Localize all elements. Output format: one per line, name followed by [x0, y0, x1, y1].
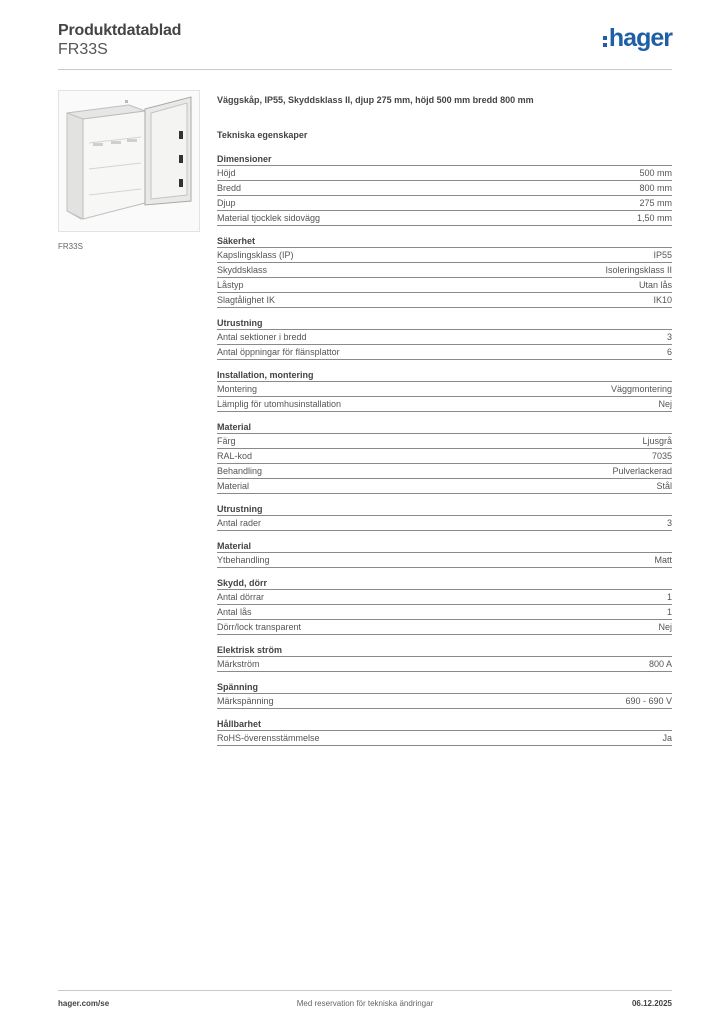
spec-value: Isoleringsklass II: [605, 265, 672, 275]
spec-label: Lämplig för utomhusinstallation: [217, 399, 342, 409]
spec-row: [217, 166, 672, 181]
spec-row: [217, 553, 672, 568]
spec-label: Dörr/lock transparent: [217, 622, 302, 632]
spec-row: [217, 464, 672, 479]
spec-label: Ytbehandling: [217, 555, 270, 565]
footer-date: 06.12.2025: [631, 999, 672, 1008]
spec-group-title: Hållbarhet: [217, 717, 672, 731]
spec-label: RoHS-överensstämmelse: [217, 733, 320, 743]
spec-group: [217, 539, 672, 568]
spec-group-title: Material: [217, 420, 672, 434]
spec-group-title: Installation, montering: [217, 368, 672, 382]
spec-row: [217, 345, 672, 360]
spec-row: [217, 449, 672, 464]
spec-label: Låstyp: [217, 280, 244, 290]
document-title: Produktdatablad: [58, 22, 182, 39]
spec-value: 7035: [651, 451, 672, 461]
spec-value: Ja: [662, 733, 672, 743]
spec-label: Skyddsklass: [217, 265, 268, 275]
product-description: Väggskåp, IP55, Skyddsklass II, djup 275 mm, höjd 500 mm bredd 800 mm: [217, 95, 534, 105]
spec-group-title: Spänning: [217, 680, 672, 694]
spec-row: [217, 731, 672, 746]
footer-disclaimer: Med reservation för tekniska ändringar: [296, 999, 434, 1008]
spec-value: 275 mm: [639, 198, 672, 208]
spec-value: 800 mm: [639, 183, 672, 193]
spec-label: Antal dörrar: [217, 592, 265, 602]
spec-row: [217, 397, 672, 412]
spec-group-title: Skydd, dörr: [217, 576, 672, 590]
spec-value: 800 A: [648, 659, 672, 669]
spec-label: Material tjocklek sidovägg: [217, 213, 321, 223]
spec-row: [217, 330, 672, 345]
spec-group: [217, 717, 672, 746]
spec-label: Höjd: [217, 168, 236, 178]
section-heading: Tekniska egenskaper: [217, 130, 308, 140]
spec-value: Nej: [658, 622, 672, 632]
spec-row: [217, 181, 672, 196]
spec-group: [217, 502, 672, 531]
spec-group-title: Utrustning: [217, 316, 672, 330]
spec-label: Bredd: [217, 183, 242, 193]
spec-label: Montering: [217, 384, 258, 394]
spec-group-title: Dimensioner: [217, 152, 672, 166]
footer-website: hager.com/se: [58, 999, 110, 1008]
spec-value: Ljusgrå: [642, 436, 672, 446]
spec-group: [217, 152, 672, 226]
spec-row: [217, 211, 672, 226]
spec-row: [217, 434, 672, 449]
spec-row: [217, 694, 672, 709]
spec-value: 690 - 690 V: [625, 696, 672, 706]
spec-value: 1: [666, 607, 672, 617]
spec-row: [217, 516, 672, 531]
spec-label: Färg: [217, 436, 236, 446]
spec-value: IP55: [653, 250, 672, 260]
spec-value: Väggmontering: [610, 384, 672, 394]
spec-label: Märkspänning: [217, 696, 274, 706]
spec-group: [217, 316, 672, 360]
spec-label: Material: [217, 481, 250, 491]
spec-row: [217, 590, 672, 605]
spec-label: Antal öppningar för flänsplattor: [217, 347, 340, 357]
spec-value: Nej: [658, 399, 672, 409]
hager-logo: [603, 26, 672, 51]
spec-row: [217, 278, 672, 293]
spec-group-title: Säkerhet: [217, 234, 672, 248]
spec-label: Antal sektioner i bredd: [217, 332, 307, 342]
spec-label: Märkström: [217, 659, 260, 669]
page-footer: [58, 990, 672, 1014]
product-code: FR33S: [58, 41, 108, 58]
spec-row: [217, 196, 672, 211]
spec-value: Pulverlackerad: [612, 466, 672, 476]
spec-value: 3: [666, 518, 672, 528]
spec-label: RAL-kod: [217, 451, 253, 461]
spec-group-title: Material: [217, 539, 672, 553]
spec-value: 500 mm: [639, 168, 672, 178]
spec-row: [217, 248, 672, 263]
spec-value: Matt: [654, 555, 672, 565]
spec-label: Behandling: [217, 466, 263, 476]
spec-label: Kapslingsklass (IP): [217, 250, 294, 260]
spec-group-title: Utrustning: [217, 502, 672, 516]
spec-value: 1: [666, 592, 672, 602]
spec-label: Antal lås: [217, 607, 252, 617]
spec-value: Utan lås: [638, 280, 672, 290]
spec-group: [217, 643, 672, 672]
spec-content: [217, 95, 672, 746]
image-caption: FR33S: [58, 242, 83, 251]
spec-row: [217, 263, 672, 278]
spec-label: Antal rader: [217, 518, 262, 528]
spec-value: Stål: [656, 481, 672, 491]
spec-value: 6: [666, 347, 672, 357]
spec-group: [217, 576, 672, 635]
spec-group: [217, 368, 672, 412]
page-header: [58, 22, 672, 70]
spec-groups: [217, 152, 672, 746]
spec-value: 1,50 mm: [636, 213, 672, 223]
spec-label: Djup: [217, 198, 236, 208]
spec-group: [217, 680, 672, 709]
spec-row: [217, 382, 672, 397]
logo-text: hager: [608, 24, 672, 52]
product-image: [58, 90, 200, 232]
spec-row: [217, 293, 672, 308]
spec-group: [217, 234, 672, 308]
logo-dots-icon: [603, 36, 607, 47]
spec-value: IK10: [653, 295, 672, 305]
spec-value: 3: [666, 332, 672, 342]
spec-row: [217, 605, 672, 620]
spec-row: [217, 657, 672, 672]
spec-row: [217, 479, 672, 494]
spec-row: [217, 620, 672, 635]
spec-label: Slagtålighet IK: [217, 295, 276, 305]
spec-group: [217, 420, 672, 494]
spec-group-title: Elektrisk ström: [217, 643, 672, 657]
enclosure-cabinet-icon: [59, 91, 199, 231]
